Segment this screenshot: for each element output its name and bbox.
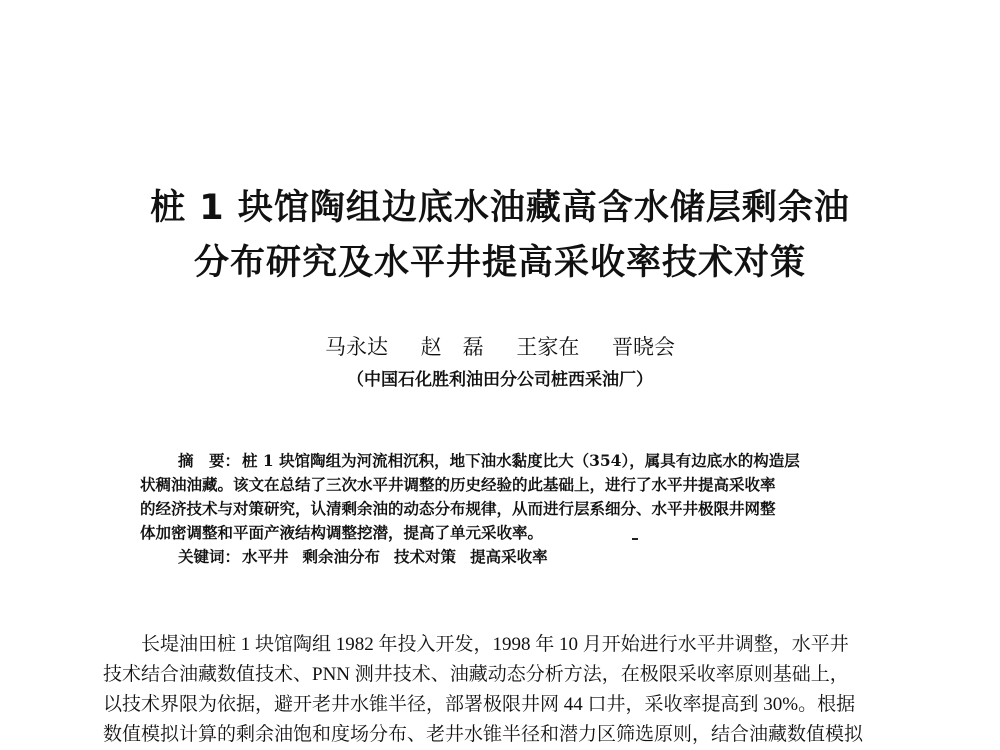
body-paragraph [103,630,913,750]
abstract-label: 摘 要： [178,451,241,470]
paper-title-line-2: 分布研究及水平井提高采收率技术对策 [193,243,806,283]
paper-title-line-1: 桩 1 块馆陶组边底水油藏高含水储层剩余油 [150,188,850,228]
abstract-line: 的经济技术与对策研究，认清剩余油的动态分布规律，从而进行层系细分、水平井极限井网整 [140,499,776,518]
body-line: 长堤油田桩 1 块馆陶组 1982 年投入开发，1998 年 10 月开始进行水平井调整，水平井 [141,634,849,655]
body-line: 数值模拟计算的剩余油饱和度场分布、老井水锥半径和潜力区筛选原则，结合油藏数值模拟 [103,724,864,745]
keyword: 剩余油分布 [302,547,381,566]
abstract-text: 桩 1 块馆陶组为河流相沉积，地下油水黏度比大（354），属具有边底水的构造层 [242,451,800,470]
author-name: 王家在 [516,335,580,359]
keyword: 技术对策 [394,547,457,566]
abstract-line: 状稠油油藏。该文在总结了三次水平井调整的历史经验的此基础上，进行了水平井提高采收率 [140,475,776,494]
scan-speck [632,538,638,540]
author-name: 晋晓会 [612,335,676,359]
body-line: 技术结合油藏数值技术、PNN 测井技术、油藏动态分析方法，在极限采收率原则基础上， [103,664,849,685]
author-affiliation: （中国石化胜利油田分公司桩西采油厂） [347,370,653,390]
abstract-line [140,449,870,473]
keywords-label: 关键词： [178,547,241,566]
keyword: 提高采收率 [470,547,548,566]
keywords-line [140,545,870,569]
abstract-line: 体加密调整和平面产液结构调整挖潜，提高了单元采收率。 [140,523,544,542]
author-name: 马永达 [324,335,388,359]
body-line: 以技术界限为依据，避开老井水锥半径，部署极限井网 44 口井，采收率提高到 30%。根据 [103,694,856,715]
abstract-block [140,449,870,569]
keyword: 水平井 [242,547,289,566]
author-list [0,333,1000,361]
author-name: 赵 磊 [420,335,484,359]
